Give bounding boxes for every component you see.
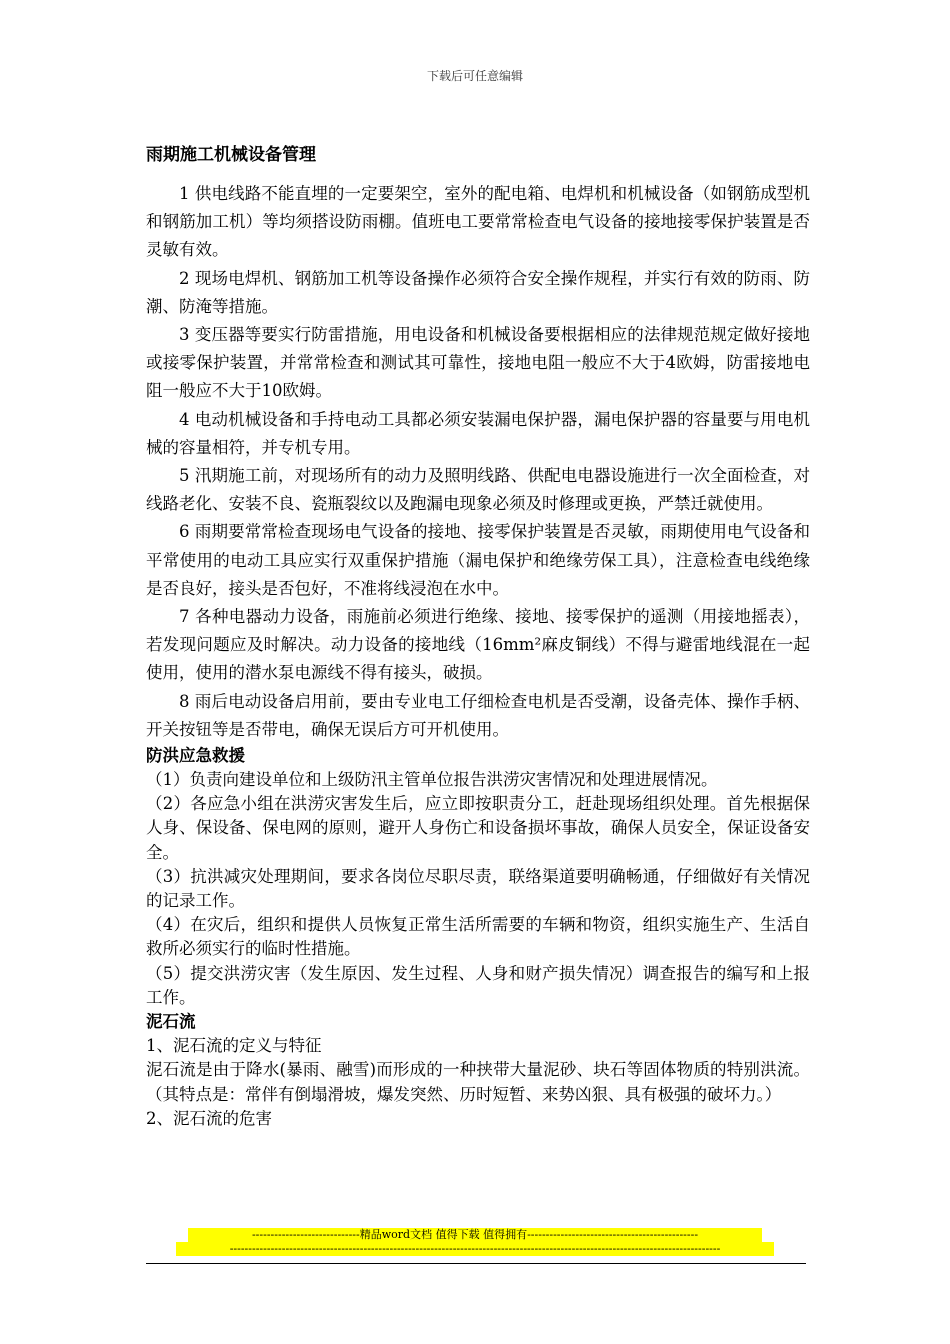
footer-dashes: ------------------------------------------------------------------------------------------------------------------------------------ xyxy=(176,1242,774,1256)
paragraph: 1 供电线路不能直埋的一定要架空，室外的配电箱、电焊机和机械设备（如钢筋成型机和钢筋加工机）等均须搭设防雨棚。值班电工要常常检查电气设备的接地接零保护装置是否灵敏有效。 xyxy=(146,184,810,260)
document-body xyxy=(146,140,810,1131)
paragraph: 7 各种电器动力设备，雨施前必须进行绝缘、接地、接零保护的遥测（用接地摇表），若发现问题应及时解决。动力设备的接地线（16mm²麻皮铜线）不得与避雷地线混在一起使用，使用的潜水泵电源线不得有接头，破损。 xyxy=(146,607,810,683)
footer-divider xyxy=(146,1263,806,1264)
paragraph: 8 雨后电动设备启用前，要由专业电工仔细检查电机是否受潮，设备壳体、操作手柄、开关按钮等是否带电，确保无误后方可开机使用。 xyxy=(146,691,810,739)
paragraph: （3）抗洪减灾处理期间，要求各岗位尽职尽责，联络渠道要明确畅通，仔细做好有关情况的记录工作。 xyxy=(146,866,810,911)
paragraph: 1、泥石流的定义与特征 xyxy=(146,1036,322,1056)
paragraph: 2 现场电焊机、钢筋加工机等设备操作必须符合安全操作规程，并实行有效的防雨、防潮、防淹等措施。 xyxy=(146,268,810,316)
paragraph: 3 变压器等要实行防雷措施，用电设备和机械设备要根据相应的法律规范规定做好接地或接零保护装置，并常常检查和测试其可靠性，接地电阻一般应不大于4欧姆，防雷接地电阻一般应不大于10欧姆。 xyxy=(146,325,810,401)
page-footer xyxy=(0,1228,950,1256)
paragraph: （1）负责向建设单位和上级防汛主管单位报告洪涝灾害情况和处理进展情况。 xyxy=(146,770,718,790)
paragraph: （5）提交洪涝灾害（发生原因、发生过程、人身和财产损失情况）调查报告的编写和上报工作。 xyxy=(146,963,810,1007)
paragraph: （4）在灾后，组织和提供人员恢复正常生活所需要的车辆和物资，组织实施生产、生活自救所必须实行的临时性措施。 xyxy=(146,915,810,959)
section-title-equipment: 雨期施工机械设备管理 xyxy=(146,145,316,165)
paragraph: 5 汛期施工前，对现场所有的动力及照明线路、供配电电器设施进行一次全面检查，对线路老化、安装不良、瓷瓶裂纹以及跑漏电现象必须及时修理或更换，严禁迁就使用。 xyxy=(146,466,810,514)
section-title-flood-rescue: 防洪应急救援 xyxy=(146,746,245,766)
paragraph: 泥石流是由于降水(暴雨、融雪)而形成的一种挟带大量泥砂、块石等固体物质的特别洪流。（其特点是：常伴有倒塌滑坡，爆发突然、历时短暂、来势凶狠、具有极强的破坏力。） xyxy=(146,1060,810,1104)
paragraph: 6 雨期要常常检查现场电气设备的接地、接零保护装置是否灵敏，雨期使用电气设备和平常使用的电动工具应实行双重保护措施（漏电保护和绝缘劳保工具），注意检查电线绝缘是否良好，接头是否包好，不准将线浸泡在水中。 xyxy=(146,522,810,598)
paragraph: 2、泥石流的危害 xyxy=(146,1108,272,1128)
page-header: 下载后可任意编辑 xyxy=(426,69,523,83)
paragraph: （2）各应急小组在洪涝灾害发生后，应立即按职责分工，赶赴现场组织处理。首先根据保人身、保设备、保电网的原则，避开人身伤亡和设备损坏事故，确保人员安全，保证设备安全。 xyxy=(146,794,810,862)
section-title-debris-flow: 泥石流 xyxy=(146,1012,196,1032)
footer-banner: -----------------------------精品word文档 值得下载 值得拥有---------------------------------------------- xyxy=(188,1228,762,1242)
paragraph: 4 电动机械设备和手持电动工具都必须安装漏电保护器，漏电保护器的容量要与用电机械的容量相符，并专机专用。 xyxy=(146,409,810,457)
